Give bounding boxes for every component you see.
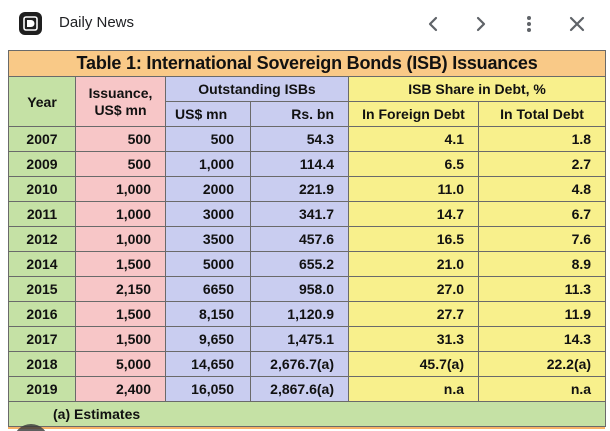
cell-year: 2018 [9, 352, 76, 377]
back-button[interactable] [421, 12, 445, 36]
more-vert-icon [526, 15, 532, 33]
cell-outstanding-rs: 341.7 [251, 202, 349, 227]
cell-outstanding-usd: 14,650 [166, 352, 251, 377]
header-year: Year [9, 77, 76, 127]
cell-issuance: 1,000 [76, 227, 166, 252]
cell-outstanding-usd: 500 [166, 127, 251, 152]
cell-share-total: 11.9 [479, 302, 606, 327]
table-row [9, 377, 606, 402]
isb-table-image [8, 50, 605, 429]
cell-outstanding-usd: 2000 [166, 177, 251, 202]
cell-year: 2011 [9, 202, 76, 227]
header-issuance-line2: US$ mn [94, 101, 147, 118]
cell-year: 2014 [9, 252, 76, 277]
table-body [9, 127, 606, 402]
cell-share-foreign: 21.0 [349, 252, 479, 277]
cell-outstanding-rs: 2,867.6(a) [251, 377, 349, 402]
header-share: ISB Share in Debt, % [349, 77, 606, 102]
cell-year: 2007 [9, 127, 76, 152]
cell-outstanding-usd: 8,150 [166, 302, 251, 327]
chevron-right-icon [474, 16, 488, 32]
header-issuance [76, 77, 166, 127]
app-title: Daily News [59, 14, 135, 31]
top-app-bar [0, 0, 610, 48]
table-footnote: (a) Estimates [9, 402, 606, 427]
cell-outstanding-rs: 1,475.1 [251, 327, 349, 352]
more-options-button[interactable] [517, 12, 541, 36]
table-caption: Table 1: International Sovereign Bonds (ISB) Issuances [9, 51, 606, 77]
cell-share-foreign: 27.0 [349, 277, 479, 302]
header-share-foreign: In Foreign Debt [349, 102, 479, 127]
forward-button[interactable] [469, 12, 493, 36]
close-icon [569, 16, 585, 32]
cell-year: 2012 [9, 227, 76, 252]
isb-table [8, 50, 606, 427]
table-row [9, 277, 606, 302]
cell-outstanding-rs: 221.9 [251, 177, 349, 202]
cell-year: 2010 [9, 177, 76, 202]
cell-share-total: 2.7 [479, 152, 606, 177]
cell-share-foreign: 16.5 [349, 227, 479, 252]
cell-share-foreign: 45.7(a) [349, 352, 479, 377]
table-row [9, 202, 606, 227]
cell-year: 2017 [9, 327, 76, 352]
cell-share-total: 4.8 [479, 177, 606, 202]
cell-share-foreign: 6.5 [349, 152, 479, 177]
cell-outstanding-usd: 1,000 [166, 152, 251, 177]
cell-year: 2009 [9, 152, 76, 177]
table-row [9, 327, 606, 352]
cell-share-foreign: 27.7 [349, 302, 479, 327]
header-share-total: In Total Debt [479, 102, 606, 127]
header-outstanding-rs: Rs. bn [251, 102, 349, 127]
close-button[interactable] [565, 12, 589, 36]
daily-news-logo-icon [19, 12, 42, 35]
cell-share-total: 11.3 [479, 277, 606, 302]
table-row [9, 352, 606, 377]
cell-outstanding-rs: 958.0 [251, 277, 349, 302]
cell-outstanding-rs: 457.6 [251, 227, 349, 252]
cell-share-total: 7.6 [479, 227, 606, 252]
cell-outstanding-usd: 9,650 [166, 327, 251, 352]
cell-year: 2019 [9, 377, 76, 402]
cell-issuance: 500 [76, 127, 166, 152]
cell-share-foreign: 31.3 [349, 327, 479, 352]
cell-issuance: 5,000 [76, 352, 166, 377]
cell-outstanding-usd: 16,050 [166, 377, 251, 402]
cell-outstanding-usd: 3000 [166, 202, 251, 227]
cell-outstanding-rs: 114.4 [251, 152, 349, 177]
cell-issuance: 1,500 [76, 252, 166, 277]
cell-share-foreign: 11.0 [349, 177, 479, 202]
cell-share-foreign: n.a [349, 377, 479, 402]
table-row [9, 252, 606, 277]
cell-share-total: 22.2(a) [479, 352, 606, 377]
chevron-left-icon [426, 16, 440, 32]
image-viewer [0, 48, 610, 431]
table-row [9, 302, 606, 327]
cell-share-total: 8.9 [479, 252, 606, 277]
table-row [9, 127, 606, 152]
cell-share-foreign: 14.7 [349, 202, 479, 227]
cell-outstanding-rs: 655.2 [251, 252, 349, 277]
cell-issuance: 2,400 [76, 377, 166, 402]
cell-share-total: 14.3 [479, 327, 606, 352]
cell-outstanding-usd: 6650 [166, 277, 251, 302]
cell-outstanding-rs: 2,676.7(a) [251, 352, 349, 377]
table-row [9, 177, 606, 202]
cell-year: 2016 [9, 302, 76, 327]
header-outstanding-usd: US$ mn [166, 102, 251, 127]
cell-issuance: 1,500 [76, 327, 166, 352]
header-issuance-line1: Issuance, [88, 84, 153, 101]
cell-issuance: 1,000 [76, 177, 166, 202]
cell-issuance: 500 [76, 152, 166, 177]
cell-share-foreign: 4.1 [349, 127, 479, 152]
cell-share-total: 1.8 [479, 127, 606, 152]
cell-share-total: 6.7 [479, 202, 606, 227]
table-row [9, 152, 606, 177]
cell-outstanding-usd: 3500 [166, 227, 251, 252]
cell-year: 2015 [9, 277, 76, 302]
cell-issuance: 1,500 [76, 302, 166, 327]
cell-outstanding-rs: 54.3 [251, 127, 349, 152]
cell-share-total: n.a [479, 377, 606, 402]
header-outstanding: Outstanding ISBs [166, 77, 349, 102]
cell-outstanding-usd: 5000 [166, 252, 251, 277]
cell-outstanding-rs: 1,120.9 [251, 302, 349, 327]
table-row [9, 227, 606, 252]
cell-issuance: 1,000 [76, 202, 166, 227]
cell-issuance: 2,150 [76, 277, 166, 302]
